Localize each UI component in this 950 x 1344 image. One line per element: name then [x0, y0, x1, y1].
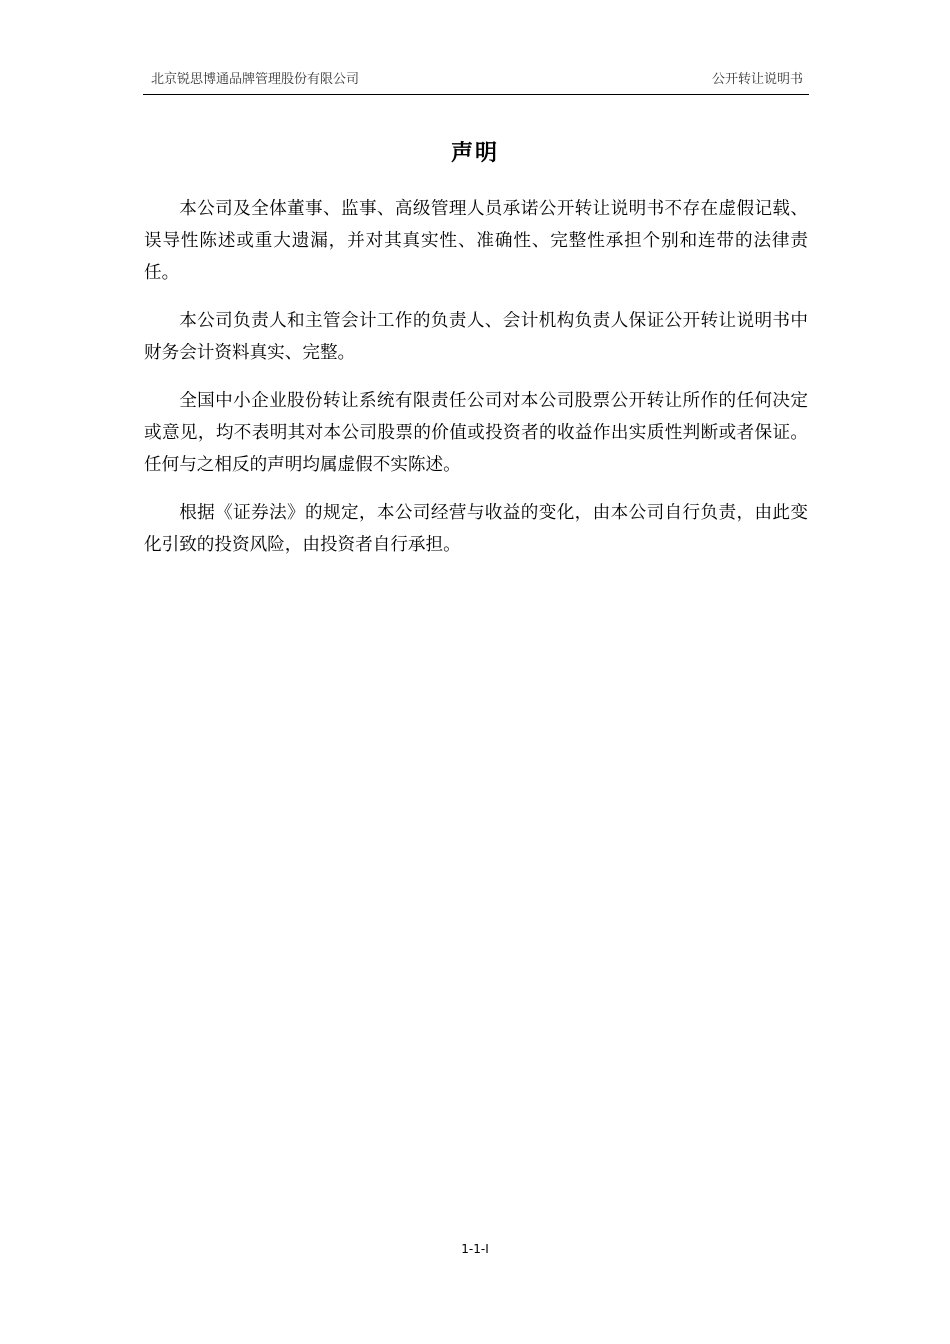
- declaration-paragraph: 本公司负责人和主管会计工作的负责人、会计机构负责人保证公开转让说明书中财务会计资料真实、完整。: [144, 311, 808, 363]
- declaration-paragraph: 全国中小企业股份转让系统有限责任公司对本公司股票公开转让所作的任何决定或意见，均不表明其对本公司股票的价值或投资者的收益作出实质性判断或者保证。任何与之相反的声明均属虚假不实陈述。: [144, 391, 808, 475]
- declaration-body: [144, 193, 808, 577]
- declaration-paragraph: 根据《证券法》的规定，本公司经营与收益的变化，由本公司自行负责，由此变化引致的投资风险，由投资者自行承担。: [144, 503, 808, 555]
- header-document-type: 公开转让说明书: [711, 72, 803, 87]
- page-header: [143, 66, 809, 95]
- declaration-paragraph: 本公司及全体董事、监事、高级管理人员承诺公开转让说明书不存在虚假记载、误导性陈述或重大遗漏，并对其真实性、准确性、完整性承担个别和连带的法律责任。: [144, 199, 808, 283]
- page-number: 1-1-I: [461, 1242, 489, 1256]
- page-title: 声明: [450, 141, 499, 166]
- header-company-name: 北京锐思博通品牌管理股份有限公司: [151, 72, 360, 87]
